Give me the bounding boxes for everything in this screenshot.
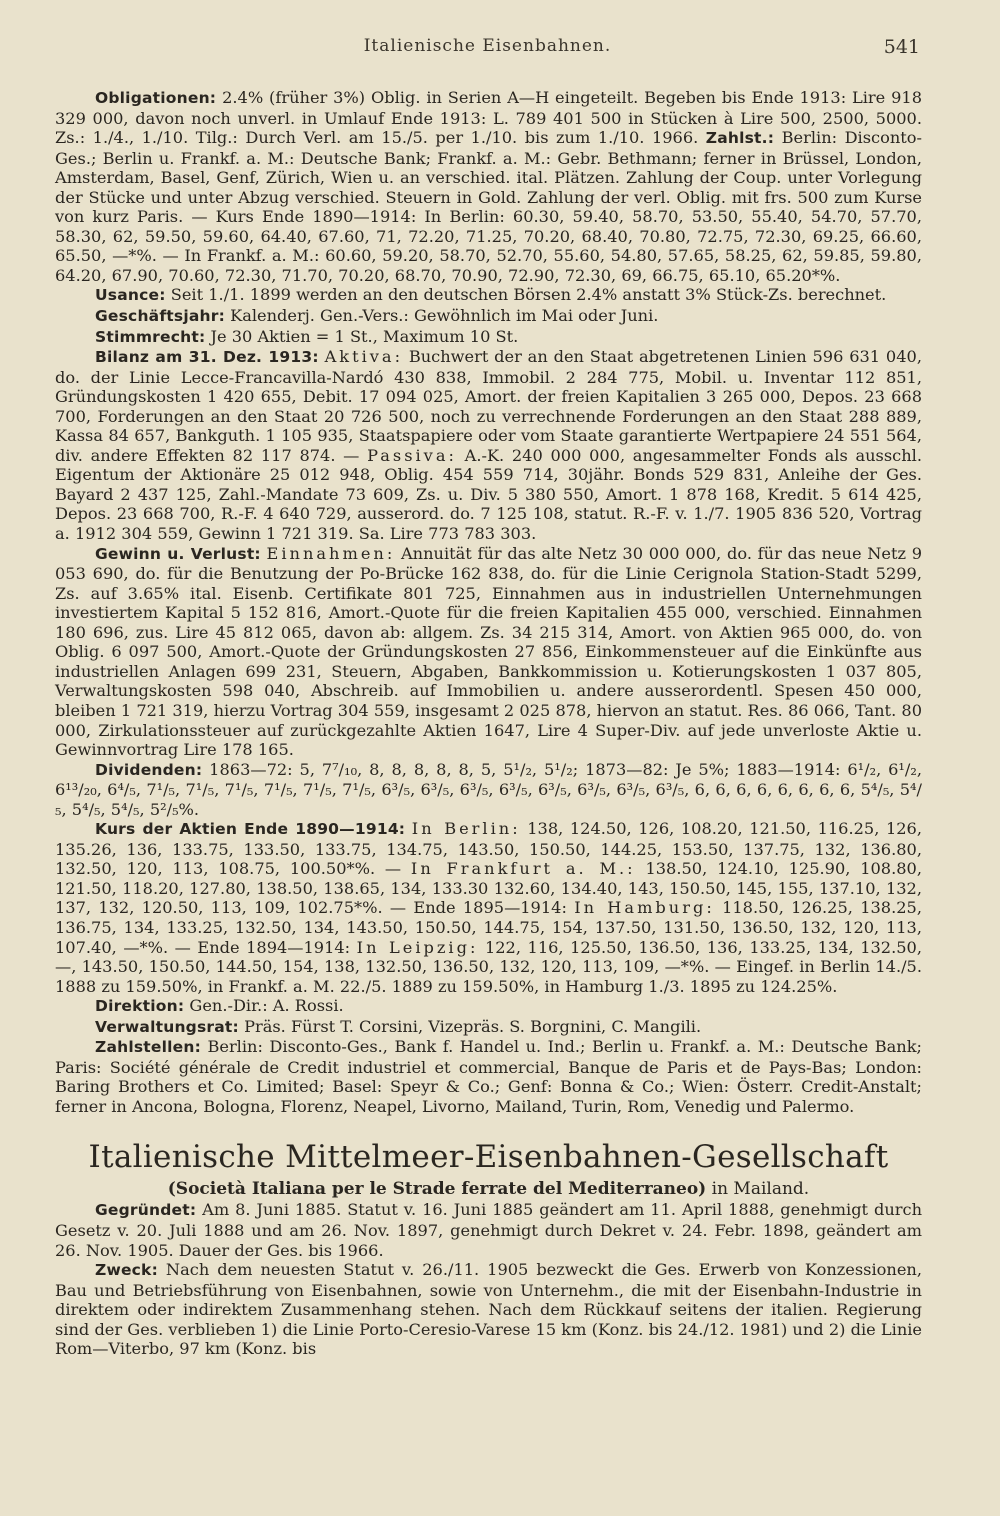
geschaeftsjahr-label: Geschäftsjahr:	[95, 307, 225, 326]
company-location: in Mailand.	[706, 1179, 810, 1200]
direktion-label: Direktion:	[95, 997, 185, 1016]
usance-text: Seit 1./1. 1899 werden an den deutschen Börsen 2.4% anstatt 3% Stück-Zs. berechnet.	[165, 285, 887, 305]
stimmrecht-label: Stimmrecht:	[95, 327, 206, 346]
page-number: 541	[883, 36, 920, 58]
kurs-paragraph	[55, 819, 922, 996]
zahlst-text: Berlin: Disconto-Ges.; Berlin u. Frankf. a. M.: Deutsche Bank; Frankf. a. M.: Gebr. Bethmann; ferner in Brüssel, London, Amsterdam, Basel, Genf, Zürich, Wien u. an verschied. ital. Plätzen. Zahlung der Coup. unter Vorlegung der Stücke und unter Abzug verschied. Steuern in Gold. Zahlung der verl. Oblig. mit frs. 500 zum Kurse von kurz Paris. — Kurs Ende 1890—1914: In Berlin: 60.30, 59.40, 58.70, 53.50, 55.40, 54.70, 57.70, 58.30, 62, 59.50, 59.60, 64.40, 67.60, 71, 72.20, 71.25, 70.20, 68.40, 70.80, 72.75, 72.30, 69.25, 66.60, 65.50, —*%. — In Frankf. a. M.: 60.60, 59.20, 58.70, 52.70, 55.60, 54.80, 57.65, 58.25, 62, 59.85, 59.80, 64.20, 67.90, 70.60, 72.30, 71.70, 70.20, 68.70, 70.90, 72.90, 72.30, 69, 66.75, 65.10, 65.20*%.	[55, 128, 922, 285]
zahlstellen-label: Zahlstellen:	[95, 1038, 201, 1057]
gewinn-text: Annuität für das alte Netz 30 000 000, do. für das neue Netz 9 053 690, do. für die Benutzung der Po-Brücke 162 838, do. für die Linie Cerignola Station-Stadt 5299, Zs. auf 3.65% ital. Eisenb. Certifikate 801 725, Einnahmen aus in industriellen Unternehmungen investiertem Kapital 5 152 816, Amort.-Quote für die freien Kapitalien 455 000, verschied. Einnahmen 180 696, zus. Lire 45 812 065, davon ab: allgem. Zs. 34 215 314, Amort. von Aktien 965 000, do. von Oblig. 6 097 500, Amort.-Quote der Gründungskosten 27 856, Einkommensteuer auf die Einkünfte aus industriellen Anlagen 699 231, Steuern, Abgaben, Bankkommission u. Kotierungskosten 1 037 805, Verwaltungskosten 598 040, Abschreib. auf Immobilien u. andere ausserordentl. Spesen 450 000, bleiben 1 721 319, hierzu Vortrag 304 559, insgesamt 2 025 878, hiervon an statut. Res. 86 066, Tant. 80 000, Zirkulationssteuer auf zurückgezahlte Aktien 1647, Lire 4 Super-Div. auf jede unverloste Aktie u. Gewinnvortrag Lire 178 165.	[55, 543, 922, 760]
kurs-frankfurt-label: In Frankfurt a. M.:	[410, 859, 636, 879]
company-subtitle	[55, 1178, 922, 1200]
aktiva-text: Buchwert der an den Staat abgetretenen Linien 596 631 040, do. der Linie Lecce-Francavilla-Nardó 430 838, Immobil. 2 284 775, Mobil. u. Inventar 112 851, Gründungskosten 1 420 655, Debit. 17 094 025, Amort. der freien Kapitalien 3 265 000, Depos. 23 668 700, Forderungen an den Staat 20 726 500, noch zu verrechnende Forderungen an den Staat 288 889, Kassa 84 657, Bankguth. 1 105 935, Staatspapiere oder vom Staate garantierte Wertpapiere 24 551 564, div. andere Effekten 82 117 874. —	[55, 347, 922, 465]
direktion-text: Gen.-Dir.: A. Rossi.	[184, 996, 344, 1016]
gegruendet-paragraph	[55, 1200, 922, 1260]
kurs-berlin-text: 138, 124.50, 126, 108.20, 121.50, 116.25, 126, 135.26, 136, 133.75, 133.50, 133.75, 134.75, 143.50, 150.50, 144.25, 153.50, 137.75, 132, 136.80, 132.50, 120, 113, 108.75, 100.50*%. —	[55, 819, 922, 879]
company-section	[55, 1138, 922, 1358]
usance-paragraph	[55, 285, 922, 306]
passiva-label: Passiva:	[367, 445, 457, 465]
dividenden-text: 1863—72: 5, 7⁷/₁₀, 8, 8, 8, 8, 8, 5, 5¹/₂, 5¹/₂; 1873—82: Je 5%; 1883—1914: 6¹/₂, 6¹/₂, 6¹³/₂₀, 6⁴/₅, 7¹/₅, 7¹/₅, 7¹/₅, 7¹/₅, 7¹/₅, 7¹/₅, 6³/₅, 6³/₅, 6³/₅, 6³/₅, 6³/₅, 6³/₅, 6³/₅, 6³/₅, 6, 6, 6, 6, 6, 6, 6, 6, 5⁴/₅, 5⁴/₅, 5⁴/₅, 5⁴/₅, 5²/₅%.	[55, 759, 922, 819]
gewinn-paragraph	[55, 544, 922, 760]
zahlstellen-paragraph	[55, 1037, 922, 1116]
gewinn-label: Gewinn u. Verlust:	[95, 544, 261, 563]
geschaeftsjahr-text: Kalenderj. Gen.-Vers.: Gewöhnlich im Mai oder Juni.	[224, 306, 659, 326]
gegruendet-label: Gegründet:	[95, 1201, 197, 1220]
kurs-hamburg-label: In Hamburg:	[574, 898, 715, 918]
obligationen-label: Obligationen:	[95, 89, 217, 107]
kurs-leipzig-label: In Leipzig:	[356, 937, 479, 957]
bilanz-paragraph	[55, 347, 922, 543]
obligationen-text: 2.4% (früher 3%) Oblig. in Serien A—H eingeteilt. Begeben bis Ende 1913: Lire 918 329 000, davon noch unverl. in Umlauf Ende 1913: L. 789 401 500 in Stücken à Lire 500, 2500, 5000. Zs.: 1./4., 1./10. Tilg.: Durch Verl. am 15./5. per 1./10. bis zum 1./10. 1966.	[55, 88, 922, 148]
company-title: Italienische Mittelmeer-Eisenbahnen-Gesellschaft	[88, 1139, 889, 1176]
kurs-hamburg-text: 118.50, 126.25, 138.25, 136.75, 134, 133.25, 132.50, 134, 143.50, 150.50, 144.75, 154, 137.50, 131.50, 136.50, 132, 120, 113, 107.40, —*%. — Ende 1894—1914:	[55, 898, 922, 957]
passiva-text: A.-K. 240 000 000, angesammelter Fonds als ausschl. Eigentum der Aktionäre 25 012 948, Oblig. 454 559 714, 30jähr. Bonds 529 831, Anleihe der Ges. Bayard 2 437 125, Zahl.-Mandate 73 609, Zs. u. Div. 5 380 550, Amort. 1 878 168, Kredit. 5 614 425, Depos. 23 668 700, R.-F. 4 640 729, ausserord. do. 7 125 108, statut. R.-F. v. 1./7. 1905 836 520, Vortrag a. 1912 304 559, Gewinn 1 721 319. Sa. Lire 773 783 303.	[55, 445, 922, 544]
zweck-label: Zweck:	[95, 1261, 158, 1280]
kurs-label: Kurs der Aktien Ende 1890—1914:	[95, 820, 406, 839]
stimmrecht-text: Je 30 Aktien = 1 St., Maximum 10 St.	[205, 326, 519, 346]
kurs-berlin-label: In Berlin:	[411, 819, 521, 839]
zweck-text: Nach dem neuesten Statut v. 26./11. 1905 bezweckt die Ges. Erwerb von Konzessionen, Bau und Betriebsführung von Eisenbahnen, sowie von Unternehm., die mit der Eisenbahn-Industrie in direktem oder indirektem Zusammenhang stehen. Nach dem Rückkauf seitens der italien. Regierung sind der Ges. verblieben 1) die Linie Porto-Ceresio-Varese 15 km (Konz. bis 24./12. 1981) und 2) die Linie Rom—Viterbo, 97 km (Konz. bis	[55, 1260, 922, 1359]
zahlst-label: Zahlst.:	[705, 129, 775, 148]
running-title: Italienische Eisenbahnen.	[363, 36, 612, 56]
verwaltungsrat-paragraph	[55, 1017, 922, 1038]
bilanz-label: Bilanz am 31. Dez. 1913:	[95, 348, 319, 367]
gegruendet-text: Am 8. Juni 1885. Statut v. 16. Juni 1885 geändert am 11. April 1888, genehmigt durch Gesetz v. 20. Juli 1888 und am 26. Nov. 1897, genehmigt durch Dekret v. 24. Febr. 1898, geändert am 26. Nov. 1905. Dauer der Ges. bis 1966.	[55, 1200, 922, 1260]
kurs-leipzig-text: 122, 116, 125.50, 136.50, 136, 133.25, 134, 132.50, —, 143.50, 150.50, 144.50, 154, 138, 132.50, 136.50, 132, 120, 113, 109, —*%. — Eingef. in Berlin 14./5. 1888 zu 159.50%, in Frankf. a. M. 22./5. 1889 zu 159.50%, in Hamburg 1./3. 1895 zu 124.25%.	[55, 937, 922, 996]
page-body	[55, 88, 922, 1359]
geschaeftsjahr-paragraph	[55, 306, 922, 327]
einnahmen-label: Einnahmen:	[266, 543, 396, 563]
verwaltungsrat-text: Präs. Fürst T. Corsini, Vizepräs. S. Borgnini, C. Mangili.	[238, 1016, 702, 1036]
aktiva-label: Aktiva:	[324, 347, 404, 367]
zahlstellen-text: Berlin: Disconto-Ges., Bank f. Handel u. Ind.; Berlin u. Frankf. a. M.: Deutsche Bank; Paris: Société générale de Credit industriel et commercial, Banque de Paris et de Pays-Bas; London: Baring Brothers et Co. Limited; Basel: Speyr & Co.; Genf: Bonna & Co.; Wien: Österr. Credit-Anstalt; ferner in Ancona, Bologna, Florenz, Neapel, Livorno, Mailand, Turin, Rom, Venedig und Palermo.	[55, 1037, 922, 1116]
zweck-paragraph	[55, 1260, 922, 1359]
page-header	[55, 36, 920, 64]
dividenden-paragraph	[55, 760, 922, 820]
company-italian-name: (Società Italiana per le Strade ferrate del Mediterraneo)	[167, 1179, 707, 1200]
stimmrecht-paragraph	[55, 327, 922, 348]
obligationen-paragraph	[55, 88, 922, 285]
kurs-frankfurt-text: 138.50, 124.10, 125.90, 108.80, 121.50, 118.20, 127.80, 138.50, 138.65, 134, 133.30 132.60, 134.40, 143, 150.50, 145, 155, 137.10, 132, 137, 132, 120.50, 113, 109, 102.75*%. — Ende 1895—1914:	[55, 859, 922, 918]
usance-label: Usance:	[95, 286, 166, 305]
direktion-paragraph	[55, 996, 922, 1017]
dividenden-label: Dividenden:	[95, 760, 203, 779]
verwaltungsrat-label: Verwaltungsrat:	[95, 1017, 239, 1036]
